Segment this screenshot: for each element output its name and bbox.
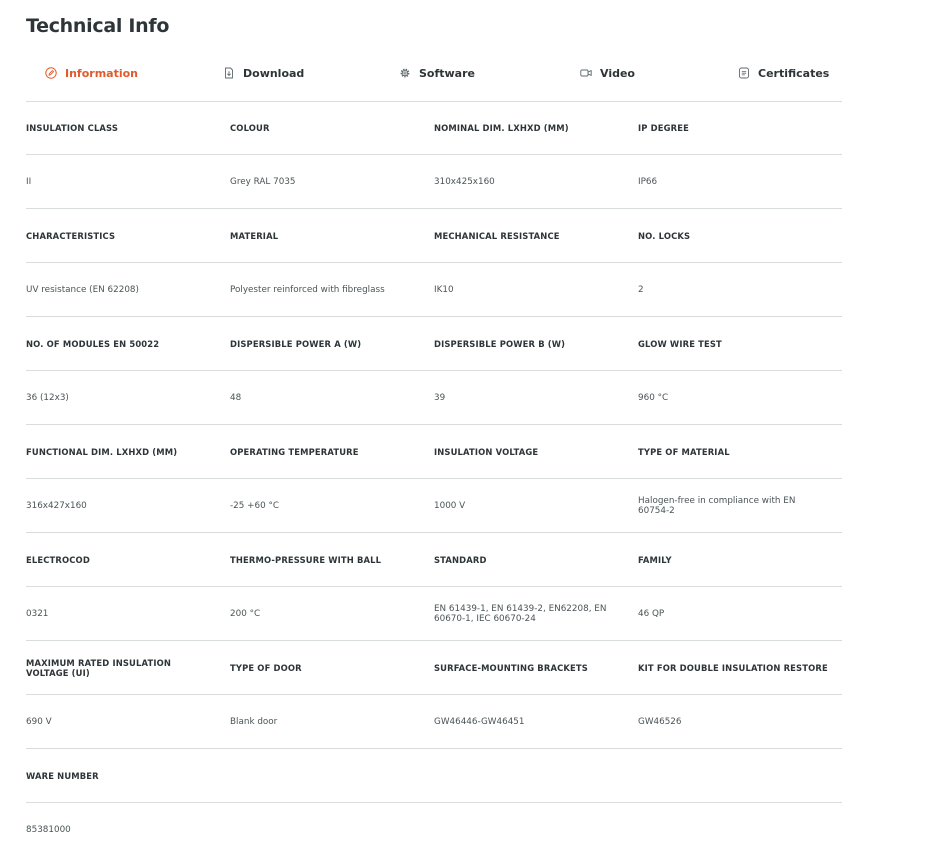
- spec-label: IP DEGREE: [638, 122, 689, 133]
- spec-value: GW46526: [638, 716, 682, 727]
- spec-label: [638, 749, 842, 802]
- spec-value: 1000 V: [434, 500, 466, 511]
- spec-label-row: [26, 641, 842, 695]
- tab-software-label: Software: [419, 66, 475, 80]
- spec-label: STANDARD: [434, 554, 487, 565]
- spec-value-row: [26, 371, 842, 425]
- spec-label: MECHANICAL RESISTANCE: [434, 230, 560, 241]
- spec-label: MAXIMUM RATED INSULATION VOLTAGE (UI): [26, 657, 172, 678]
- spec-value: UV resistance (EN 62208): [26, 284, 139, 295]
- tab-software[interactable]: [399, 64, 475, 82]
- spec-label: THERMO-PRESSURE WITH BALL: [230, 554, 382, 565]
- spec-value: [638, 803, 842, 857]
- edit-icon: [45, 67, 57, 79]
- spec-label: ELECTROCOD: [26, 554, 90, 565]
- spec-label: FAMILY: [638, 554, 672, 565]
- spec-value: IK10: [434, 284, 454, 295]
- spec-value: II: [26, 176, 32, 187]
- spec-label: SURFACE-MOUNTING BRACKETS: [434, 662, 588, 673]
- spec-value: 310x425x160: [434, 176, 495, 187]
- spec-label: GLOW WIRE TEST: [638, 338, 722, 349]
- spec-label: CHARACTERISTICS: [26, 230, 116, 241]
- spec-label: KIT FOR DOUBLE INSULATION RESTORE: [638, 662, 828, 673]
- spec-label: DISPERSIBLE POWER B (W): [434, 338, 566, 349]
- spec-label: FUNCTIONAL DIM. LXHXD (MM): [26, 446, 178, 457]
- spec-value: IP66: [638, 176, 658, 187]
- tab-certificates-label: Certificates: [758, 66, 830, 80]
- spec-label: WARE NUMBER: [26, 770, 99, 781]
- spec-label: INSULATION CLASS: [26, 122, 119, 133]
- spec-value: 48: [230, 392, 242, 403]
- download-file-icon: [223, 67, 235, 79]
- spec-table: [26, 101, 842, 857]
- spec-value: 2: [638, 284, 644, 295]
- spec-label: OPERATING TEMPERATURE: [230, 446, 359, 457]
- spec-value: 0321: [26, 608, 49, 619]
- tab-certificates[interactable]: [738, 64, 829, 82]
- spec-value-row: [26, 155, 842, 209]
- spec-label: COLOUR: [230, 122, 270, 133]
- spec-label: [434, 749, 638, 802]
- spec-value-row: [26, 587, 842, 641]
- spec-value-row: [26, 479, 842, 533]
- spec-value: [434, 803, 638, 857]
- tab-video-label: Video: [600, 66, 635, 80]
- tab-information-label: Information: [65, 66, 138, 80]
- tab-information[interactable]: [45, 64, 138, 82]
- tab-download[interactable]: [223, 64, 304, 82]
- spec-value: Blank door: [230, 716, 278, 727]
- spec-label-row: [26, 533, 842, 587]
- spec-value: Grey RAL 7035: [230, 176, 296, 187]
- spec-label: NOMINAL DIM. LXHXD (MM): [434, 122, 569, 133]
- spec-value: 46 QP: [638, 608, 665, 619]
- spec-value: 36 (12x3): [26, 392, 69, 403]
- tab-video[interactable]: [580, 64, 635, 82]
- spec-label: TYPE OF MATERIAL: [638, 446, 730, 457]
- spec-value: GW46446-GW46451: [434, 716, 525, 727]
- spec-value-row: [26, 695, 842, 749]
- spec-value: -25 +60 °C: [230, 500, 280, 511]
- spec-value: Halogen-free in compliance with EN 60754-2: [638, 495, 796, 516]
- spec-value: 200 °C: [230, 608, 261, 619]
- spec-label: NO. OF MODULES EN 50022: [26, 338, 160, 349]
- tab-download-label: Download: [243, 66, 305, 80]
- spec-label-row: [26, 101, 842, 155]
- spec-label: INSULATION VOLTAGE: [434, 446, 539, 457]
- certificate-document-icon: [738, 67, 750, 79]
- spec-label: NO. LOCKS: [638, 230, 691, 241]
- spec-label: [230, 749, 434, 802]
- spec-label-row: [26, 209, 842, 263]
- spec-label: TYPE OF DOOR: [230, 662, 302, 673]
- spec-value: Polyester reinforced with fibreglass: [230, 284, 385, 295]
- spec-label: MATERIAL: [230, 230, 279, 241]
- video-camera-icon: [580, 67, 592, 79]
- spec-value: 690 V: [26, 716, 52, 727]
- tab-bar: [26, 56, 842, 102]
- spec-value: [230, 803, 434, 857]
- spec-label-row: [26, 749, 842, 803]
- spec-value: EN 61439-1, EN 61439-2, EN62208, EN 60670-1, IEC 60670-24: [434, 603, 607, 624]
- spec-value: 960 °C: [638, 392, 669, 403]
- spec-value-row: [26, 803, 842, 857]
- spec-value: 316x427x160: [26, 500, 87, 511]
- spec-label-row: [26, 317, 842, 371]
- spec-value-row: [26, 263, 842, 317]
- gear-icon: [399, 67, 411, 79]
- spec-value: 85381000: [26, 825, 71, 835]
- spec-value: 39: [434, 392, 446, 403]
- spec-label-row: [26, 425, 842, 479]
- page-title: Technical Info: [26, 15, 170, 37]
- spec-label: DISPERSIBLE POWER A (W): [230, 338, 362, 349]
